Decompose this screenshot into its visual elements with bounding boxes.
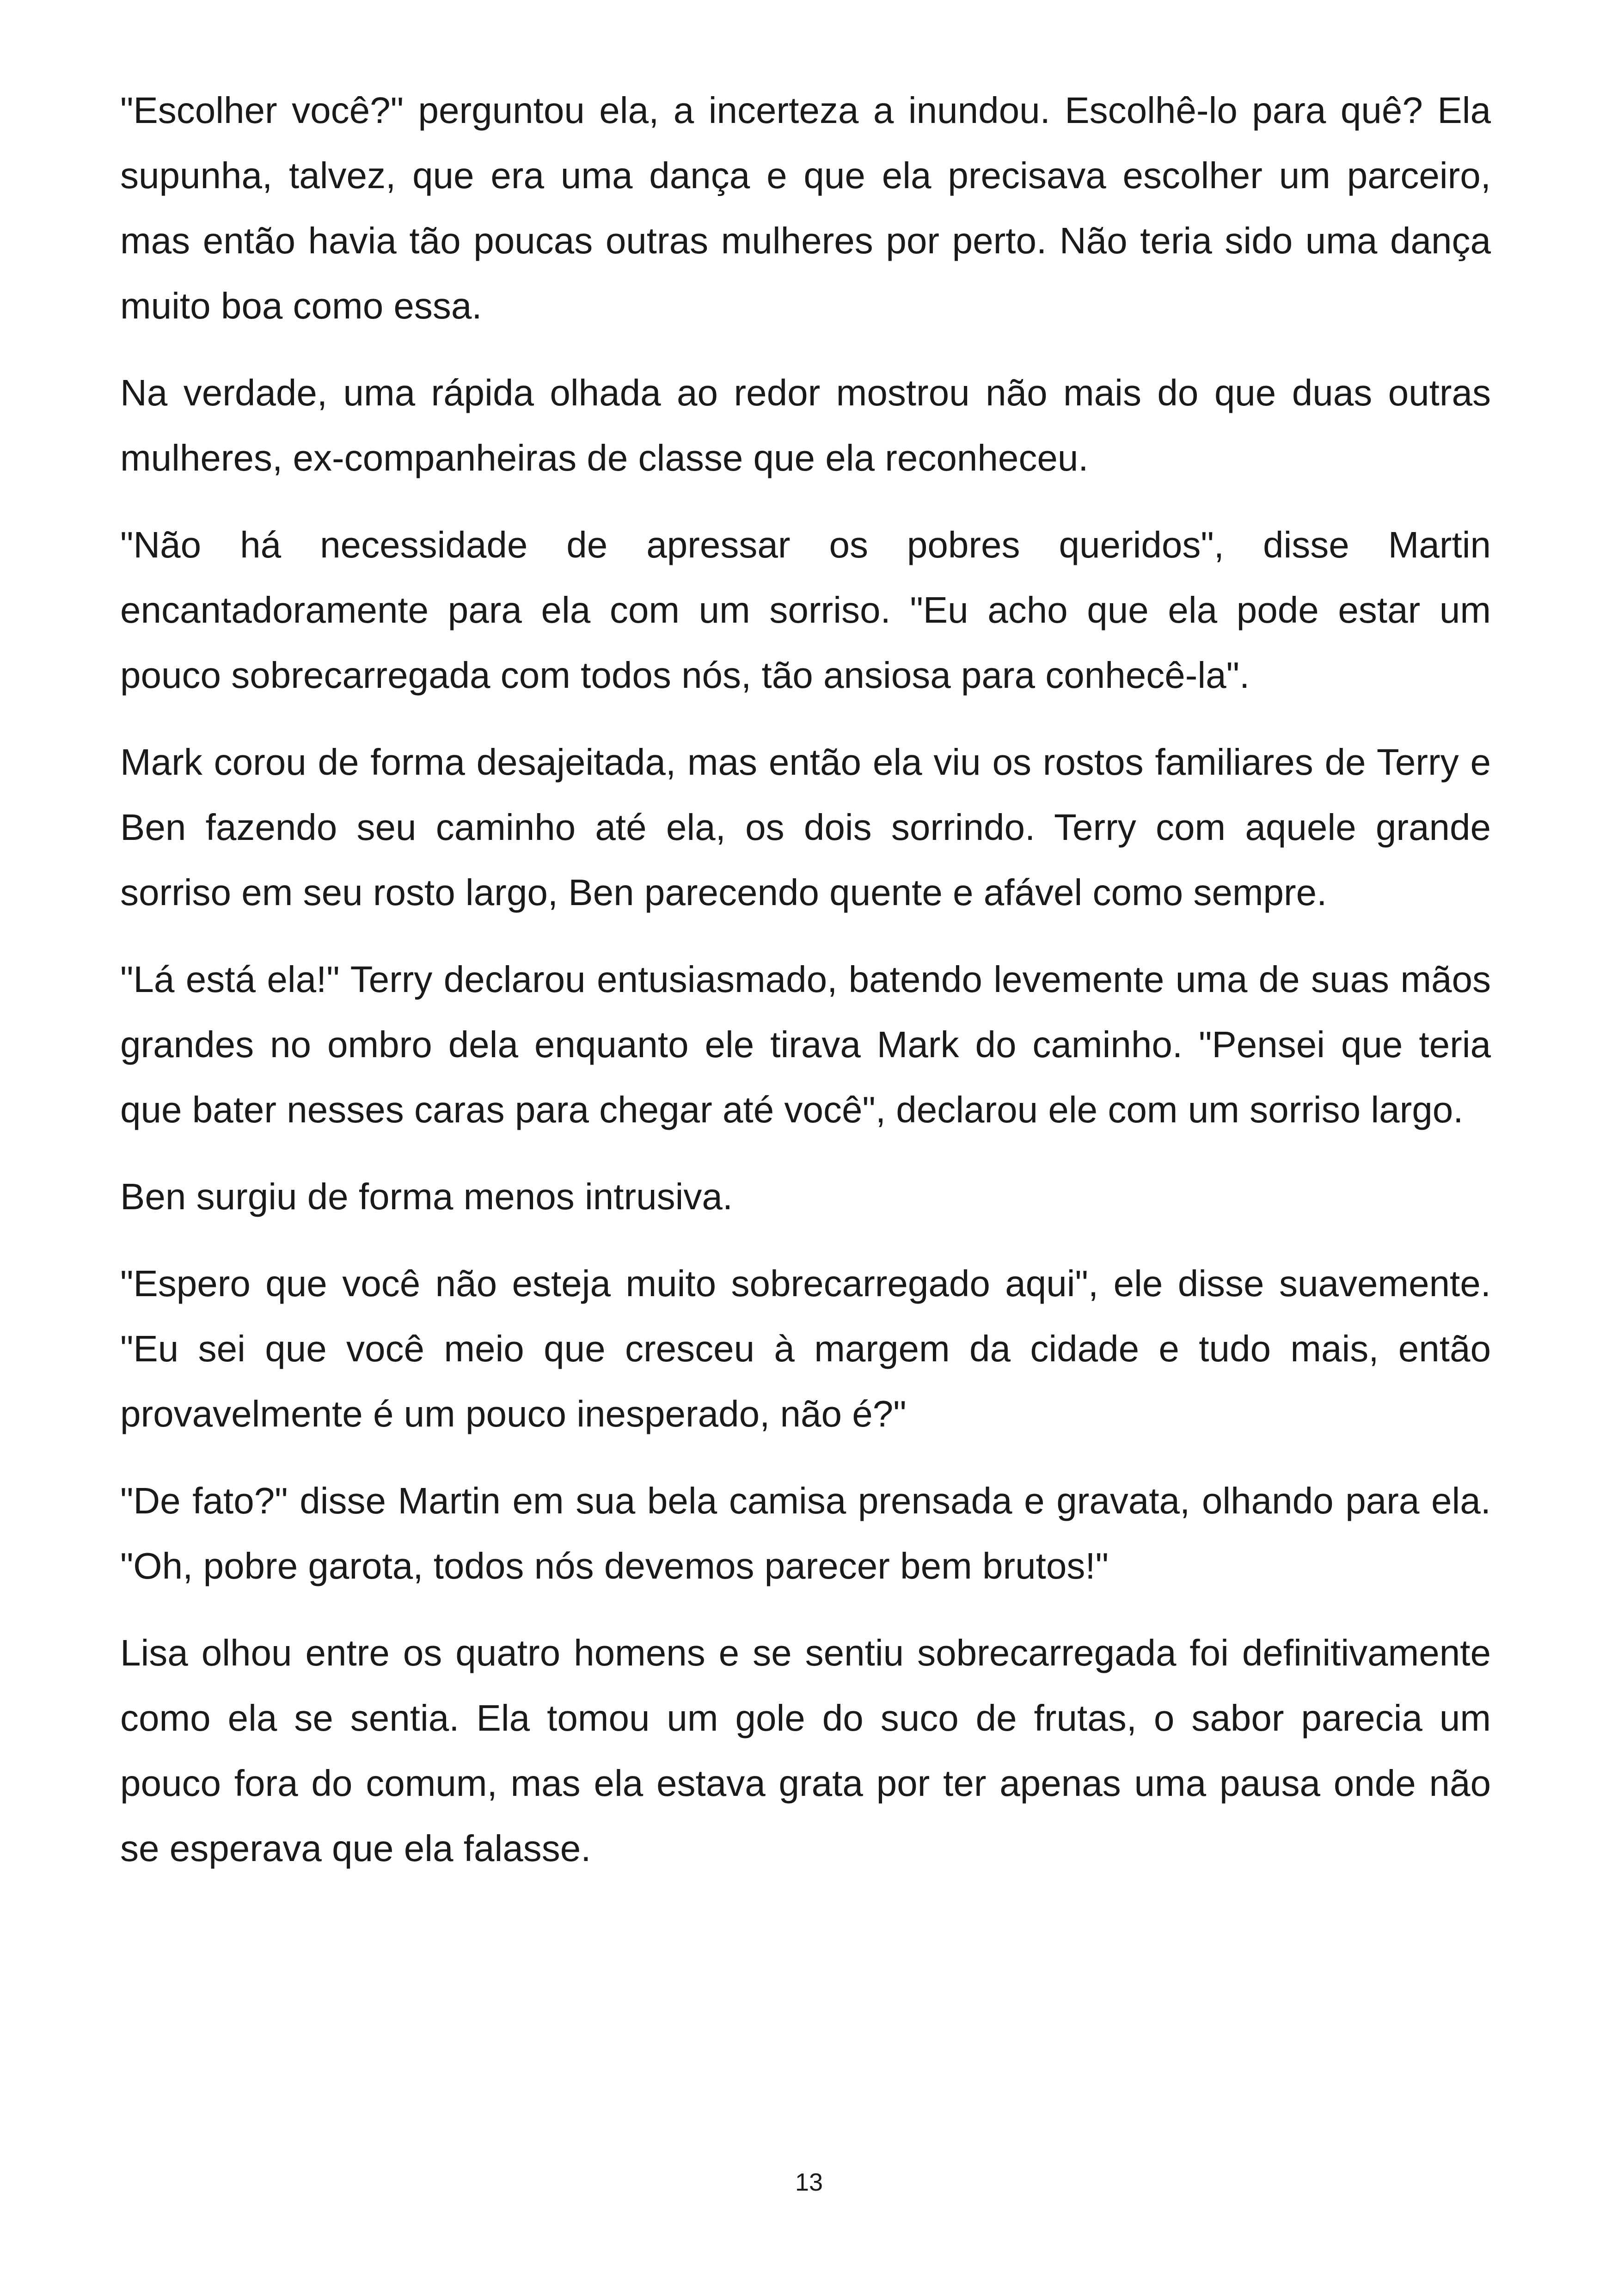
page-number: 13 [795, 2168, 823, 2196]
paragraph: "Escolher você?" perguntou ela, a incerteza a inundou. Escolhê-lo para quê? Ela supunha, talvez, que era uma dança e que ela precisava escolher um parceiro, mas então havia tão poucas outras mulheres por perto. Não teria sido uma dança muito boa como essa. [120, 90, 1491, 326]
paragraph: Lisa olhou entre os quatro homens e se sentiu sobrecarregada foi definitivamente como ela se sentia. Ela tomou um gole do suco de frutas, o sabor parecia um pouco fora do comum, mas ela estava grata por ter apenas uma pausa onde não se esperava que ela falasse. [120, 1632, 1491, 1869]
paragraph: Na verdade, uma rápida olhada ao redor mostrou não mais do que duas outras mulheres, ex-companheiras de classe que ela reconheceu. [120, 372, 1491, 478]
body-text [120, 78, 1491, 1903]
paragraph: "Lá está ela!" Terry declarou entusiasmado, batendo levemente uma de suas mãos grandes no ombro dela enquanto ele tirava Mark do caminho. "Pensei que teria que bater nesses caras para chegar até você", declarou ele com um sorriso largo. [120, 959, 1491, 1130]
paragraph: "Espero que você não esteja muito sobrecarregado aqui", ele disse suavemente. "Eu sei que você meio que cresceu à margem da cidade e tudo mais, então provavelmente é um pouco inesperado, não é?" [120, 1263, 1491, 1434]
paragraph: "Não há necessidade de apressar os pobres queridos", disse Martin encantadoramente para ela com um sorriso. "Eu acho que ela pode estar um pouco sobrecarregada com todos nós, tão ansiosa para conhecê-la". [120, 524, 1491, 696]
paragraph: "De fato?" disse Martin em sua bela camisa prensada e gravata, olhando para ela. "Oh, pobre garota, todos nós devemos parecer bem brutos!" [120, 1480, 1491, 1586]
paragraph: Mark corou de forma desajeitada, mas então ela viu os rostos familiares de Terry e Ben fazendo seu caminho até ela, os dois sorrindo. Terry com aquele grande sorriso em seu rosto largo, Ben parecendo quente e afável como sempre. [120, 741, 1491, 913]
paragraph: Ben surgiu de forma menos intrusiva. [120, 1176, 733, 1217]
